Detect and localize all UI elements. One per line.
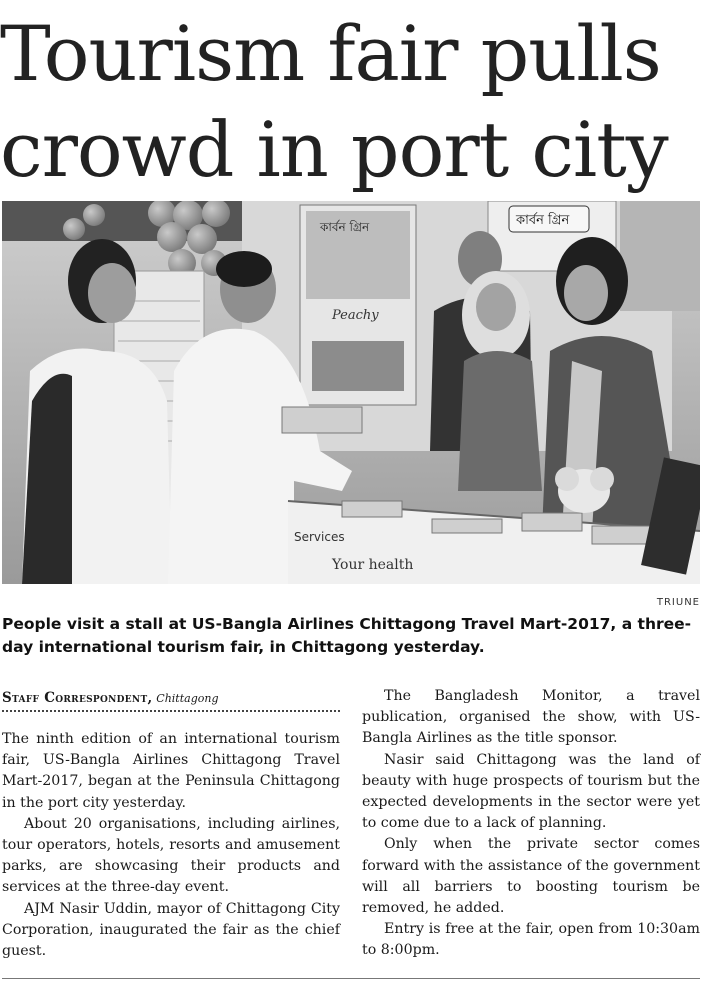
byline-place: Chittagong — [156, 692, 219, 705]
photo-credit: TRIUNE — [656, 597, 700, 608]
photo-illustration — [2, 201, 700, 584]
byline — [2, 690, 342, 706]
news-photo — [2, 201, 700, 584]
paragraph: The Bangladesh Monitor, a travel publication, organised the show, with US-Bangla Airlines as the title sponsor. — [362, 688, 700, 747]
banner-text-health: Your health — [332, 557, 414, 573]
dotted-divider — [2, 710, 340, 712]
paragraph: AJM Nasir Uddin, mayor of Chittagong City Corporation, inaugurated the fair as the chief guest. — [2, 900, 340, 960]
product-label: Peachy — [332, 308, 379, 323]
byline-name: Staff Correspondent, — [2, 690, 153, 706]
paragraph: About 20 organisations, including airlines, tour operators, hotels, resorts and amusement parks, are showcasing their products and services at the three-day event. — [2, 815, 340, 896]
poster-left — [300, 205, 416, 405]
photo-caption: People visit a stall at US-Bangla Airlines Chittagong Travel Mart-2017, a three-day international tourism fair, in Chittagong yesterday. — [2, 615, 692, 656]
paragraph: The ninth edition of an international tourism fair, US-Bangla Airlines Chittagong Travel Mart-2017, began at the Peninsula Chittagong in the port city yesterday. — [2, 731, 340, 811]
headline — [0, 6, 719, 198]
article-column-1 — [2, 729, 340, 962]
paragraph: Only when the private sector comes forward with the assistance of the government will all barriers to boosting tourism be removed, he added. — [362, 836, 700, 917]
poster-sign-text-right: কার্বন গ্রিন — [516, 213, 570, 228]
paragraph: Nasir said Chittagong was the land of beauty with huge prospects of tourism but the expected developments in the sector were yet to come due to a lack of planning. — [362, 751, 700, 832]
banner-text-services: Services — [294, 530, 345, 544]
poster-sign-text: কার্বন গ্রিন — [320, 220, 370, 234]
headline-line-1: Tourism fair pulls — [0, 9, 661, 98]
paragraph: Entry is free at the fair, open from 10:30am to 8:00pm. — [362, 921, 700, 959]
headline-line-2: crowd in port city — [0, 105, 668, 194]
bottom-rule — [2, 978, 700, 979]
article-column-2 — [362, 686, 700, 962]
